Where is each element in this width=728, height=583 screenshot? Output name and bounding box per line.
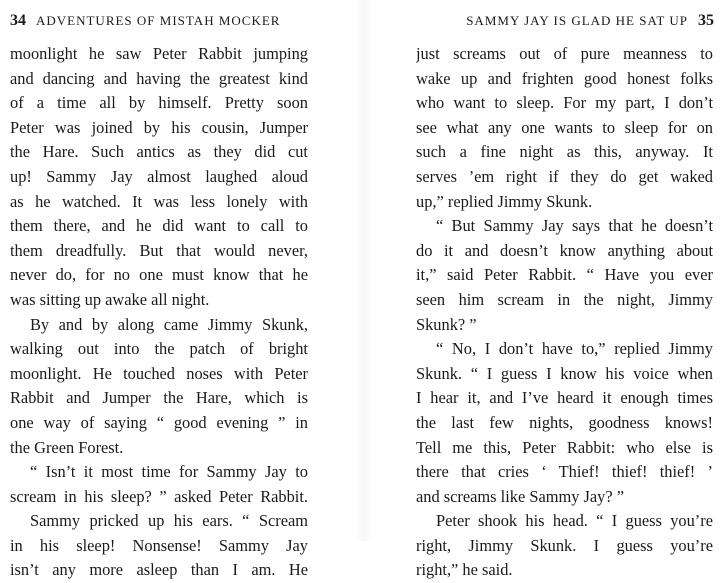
text-line: such a fine night as this, anyway. It bbox=[416, 142, 713, 162]
text-line: who want to sleep. For my part, I don’t bbox=[416, 93, 713, 113]
text-line: Skunk. “ I guess I know his voice when bbox=[416, 363, 713, 383]
left-page bbox=[0, 0, 364, 580]
text-line: I hear it, and I’ve heard it enough times bbox=[416, 388, 713, 408]
text-line: isn’t any more asleep than I am. He bbox=[10, 560, 308, 580]
text-line: the Hare. Such antics as they did cut bbox=[10, 142, 308, 162]
left-page-number: 34 bbox=[10, 12, 26, 29]
text-line: scream in his sleep? ” asked Peter Rabbit. bbox=[10, 486, 308, 506]
text-line: moonlight he saw Peter Rabbit jumping bbox=[10, 44, 308, 63]
text-line: was sitting up awake all night. bbox=[10, 289, 210, 309]
right-page-number: 35 bbox=[698, 12, 714, 29]
right-page bbox=[364, 0, 728, 580]
text-line: Rabbit and Jumper the Hare, which is bbox=[10, 388, 308, 408]
right-running-title: SAMMY JAY IS GLAD HE SAT UP bbox=[466, 13, 688, 28]
text-line: the last few nights, goodness knows! bbox=[416, 412, 713, 432]
text-line: do it and doesn’t know anything about bbox=[416, 240, 713, 260]
left-running-title: ADVENTURES OF MISTAH MOCKER bbox=[36, 13, 281, 28]
text-line: up,” replied Jimmy Skunk. bbox=[416, 191, 593, 211]
text-line: never do, for no one must know that he bbox=[10, 265, 308, 285]
text-line: them there, and he did want to call to bbox=[10, 216, 308, 236]
right-body-text bbox=[416, 42, 713, 583]
right-running-head bbox=[416, 12, 714, 36]
text-line: see what any one wants to sleep for on bbox=[416, 117, 713, 137]
text-line: “ Isn’t it most time for Sammy Jay to bbox=[30, 462, 308, 482]
text-line: up! Sammy Jay almost laughed aloud bbox=[10, 166, 308, 186]
text-line: walking out into the patch of bright bbox=[10, 339, 308, 359]
text-line: right, Jimmy Skunk. I guess you’re bbox=[416, 535, 713, 555]
text-line: “ No, I don’t have to,” replied Jimmy bbox=[436, 339, 713, 359]
text-line: them dreadfully. But that would never, bbox=[10, 240, 308, 260]
text-line: Skunk? ” bbox=[416, 314, 477, 334]
text-line: one way of saying “ good evening ” in bbox=[10, 412, 308, 432]
text-line: Tell me this, Peter Rabbit: who else is bbox=[416, 437, 713, 457]
text-line: serves ’em right if they do get waked bbox=[416, 166, 713, 186]
text-line: wake up and frighten good honest folks bbox=[416, 68, 713, 88]
text-line: there that cries ‘ Thief! thief! thief! ’ bbox=[416, 462, 713, 482]
text-line: By and by along came Jimmy Skunk, bbox=[30, 314, 308, 334]
text-line: “ But Sammy Jay says that he doesn’t bbox=[436, 216, 713, 236]
text-line: Peter was joined by his cousin, Jumper bbox=[10, 117, 308, 137]
text-line: and screams like Sammy Jay? ” bbox=[416, 486, 625, 506]
text-line: seen him scream in the night, Jimmy bbox=[416, 289, 713, 309]
left-body-text bbox=[10, 42, 308, 583]
text-line: just screams out of pure meanness to bbox=[416, 44, 713, 63]
text-line: the Green Forest. bbox=[10, 437, 124, 457]
text-line: moonlight. He touched noses with Peter bbox=[10, 363, 308, 383]
left-running-head bbox=[10, 12, 364, 36]
text-line: in his sleep! Nonsense! Sammy Jay bbox=[10, 535, 308, 555]
text-line: right,” he said. bbox=[416, 560, 513, 580]
text-line: and dancing and having the greatest kind bbox=[10, 68, 308, 88]
text-line: Sammy pricked up his ears. “ Scream bbox=[30, 511, 308, 531]
text-line: it,” said Peter Rabbit. “ Have you ever bbox=[416, 265, 713, 285]
text-line: as he watched. It was less lonely with bbox=[10, 191, 308, 211]
text-line: Peter shook his head. “ I guess you’re bbox=[436, 511, 713, 531]
text-line: of a time all by himself. Pretty soon bbox=[10, 93, 308, 113]
